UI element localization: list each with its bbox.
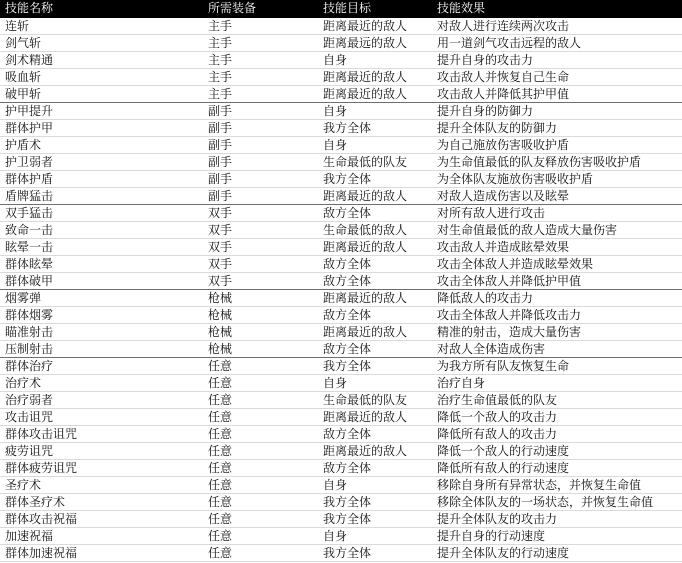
table-row <box>0 136 682 153</box>
skill-name-cell: 护盾术 <box>0 136 203 153</box>
equipment-cell: 枪械 <box>203 306 318 323</box>
target-cell: 距离最近的敌人 <box>318 238 432 255</box>
table-row <box>0 476 682 493</box>
effect-cell: 对敌人进行连续两次攻击 <box>432 17 682 34</box>
equipment-cell: 双手 <box>203 272 318 289</box>
equipment-cell: 主手 <box>203 85 318 102</box>
skill-name-cell: 群体眩晕 <box>0 255 203 272</box>
target-cell: 生命最低的队友 <box>318 391 432 408</box>
effect-cell: 提升自身的攻击力 <box>432 51 682 68</box>
table-row <box>0 204 682 221</box>
table-row <box>0 102 682 119</box>
skill-name-cell: 群体烟雾 <box>0 306 203 323</box>
equipment-cell: 任意 <box>203 391 318 408</box>
skill-name-cell: 护卫弱者 <box>0 153 203 170</box>
skill-name-cell: 加速祝福 <box>0 527 203 544</box>
target-cell: 敌方全体 <box>318 340 432 357</box>
table-row <box>0 85 682 102</box>
equipment-cell: 双手 <box>203 221 318 238</box>
target-cell: 距离最近的敌人 <box>318 17 432 34</box>
effect-cell: 提升自身的行动速度 <box>432 527 682 544</box>
table-row <box>0 493 682 510</box>
effect-cell: 用一道剑气攻击远程的敌人 <box>432 34 682 51</box>
effect-cell: 移除自身所有异常状态，并恢复生命值 <box>432 476 682 493</box>
target-cell: 我方全体 <box>318 357 432 374</box>
table-row <box>0 323 682 340</box>
table-row <box>0 51 682 68</box>
skill-name-cell: 致命一击 <box>0 221 203 238</box>
target-cell: 距离最远的敌人 <box>318 34 432 51</box>
target-cell: 敌方全体 <box>318 459 432 476</box>
table-row <box>0 255 682 272</box>
target-cell: 敌方全体 <box>318 425 432 442</box>
skill-name-cell: 护甲提升 <box>0 102 203 119</box>
table-row <box>0 306 682 323</box>
target-cell: 敌方全体 <box>318 306 432 323</box>
effect-cell: 提升自身的防御力 <box>432 102 682 119</box>
effect-cell: 提升全体队友的行动速度 <box>432 544 682 561</box>
target-cell: 敌方全体 <box>318 255 432 272</box>
skill-name-cell: 疲劳诅咒 <box>0 442 203 459</box>
table-body <box>0 17 682 561</box>
target-cell: 我方全体 <box>318 493 432 510</box>
equipment-cell: 任意 <box>203 493 318 510</box>
equipment-cell: 副手 <box>203 187 318 204</box>
effect-cell: 降低所有敌人的攻击力 <box>432 425 682 442</box>
equipment-cell: 任意 <box>203 459 318 476</box>
equipment-cell: 任意 <box>203 425 318 442</box>
header-skill-name: 技能名称 <box>0 0 203 17</box>
equipment-cell: 副手 <box>203 119 318 136</box>
equipment-cell: 枪械 <box>203 323 318 340</box>
equipment-cell: 副手 <box>203 153 318 170</box>
skill-name-cell: 烟雾弹 <box>0 289 203 306</box>
effect-cell: 为我方所有队友恢复生命 <box>432 357 682 374</box>
effect-cell: 对所有敌人进行攻击 <box>432 204 682 221</box>
table-row <box>0 442 682 459</box>
effect-cell: 攻击全体敌人并降低攻击力 <box>432 306 682 323</box>
skill-name-cell: 群体护盾 <box>0 170 203 187</box>
header-skill-effect: 技能效果 <box>432 0 682 17</box>
table-row <box>0 153 682 170</box>
skill-name-cell: 眩晕一击 <box>0 238 203 255</box>
target-cell: 自身 <box>318 136 432 153</box>
target-cell: 我方全体 <box>318 170 432 187</box>
equipment-cell: 双手 <box>203 255 318 272</box>
skill-name-cell: 攻击诅咒 <box>0 408 203 425</box>
equipment-cell: 主手 <box>203 34 318 51</box>
equipment-cell: 任意 <box>203 374 318 391</box>
target-cell: 距离最近的敌人 <box>318 187 432 204</box>
skill-name-cell: 治疗术 <box>0 374 203 391</box>
header-skill-target: 技能目标 <box>318 0 432 17</box>
target-cell: 生命最低的队友 <box>318 153 432 170</box>
skill-name-cell: 吸血斩 <box>0 68 203 85</box>
effect-cell: 攻击敌人并造成眩晕效果 <box>432 238 682 255</box>
effect-cell: 为生命值最低的队友释放伤害吸收护盾 <box>432 153 682 170</box>
skill-name-cell: 群体护甲 <box>0 119 203 136</box>
effect-cell: 降低所有敌人的行动速度 <box>432 459 682 476</box>
equipment-cell: 副手 <box>203 102 318 119</box>
target-cell: 距离最近的敌人 <box>318 323 432 340</box>
table-row <box>0 527 682 544</box>
table-row <box>0 340 682 357</box>
skill-name-cell: 破甲斩 <box>0 85 203 102</box>
table-row <box>0 510 682 527</box>
table-row <box>0 272 682 289</box>
effect-cell: 提升全体队友的防御力 <box>432 119 682 136</box>
effect-cell: 治疗自身 <box>432 374 682 391</box>
table-row <box>0 391 682 408</box>
skill-name-cell: 盾牌猛击 <box>0 187 203 204</box>
table-row <box>0 425 682 442</box>
skill-name-cell: 连斩 <box>0 17 203 34</box>
table-row <box>0 221 682 238</box>
equipment-cell: 副手 <box>203 136 318 153</box>
skill-name-cell: 群体加速祝福 <box>0 544 203 561</box>
skill-name-cell: 剑术精通 <box>0 51 203 68</box>
equipment-cell: 任意 <box>203 408 318 425</box>
equipment-cell: 枪械 <box>203 289 318 306</box>
equipment-cell: 副手 <box>203 170 318 187</box>
effect-cell: 攻击敌人并恢复自己生命 <box>432 68 682 85</box>
target-cell: 我方全体 <box>318 544 432 561</box>
table-row <box>0 187 682 204</box>
target-cell: 距离最近的敌人 <box>318 68 432 85</box>
equipment-cell: 主手 <box>203 68 318 85</box>
skill-name-cell: 圣疗术 <box>0 476 203 493</box>
table-row <box>0 408 682 425</box>
header-row <box>0 0 682 17</box>
table-row <box>0 544 682 561</box>
skill-name-cell: 群体治疗 <box>0 357 203 374</box>
effect-cell: 对生命值最低的敌人造成大量伤害 <box>432 221 682 238</box>
table-row <box>0 170 682 187</box>
table-row <box>0 459 682 476</box>
effect-cell: 降低敌人的攻击力 <box>432 289 682 306</box>
equipment-cell: 任意 <box>203 476 318 493</box>
skill-name-cell: 压制射击 <box>0 340 203 357</box>
effect-cell: 提升全体队友的攻击力 <box>432 510 682 527</box>
table-row <box>0 289 682 306</box>
skill-name-cell: 群体破甲 <box>0 272 203 289</box>
skill-name-cell: 双手猛击 <box>0 204 203 221</box>
effect-cell: 对敌人全体造成伤害 <box>432 340 682 357</box>
target-cell: 自身 <box>318 102 432 119</box>
table-row <box>0 238 682 255</box>
target-cell: 生命最低的敌人 <box>318 221 432 238</box>
equipment-cell: 任意 <box>203 510 318 527</box>
equipment-cell: 双手 <box>203 204 318 221</box>
effect-cell: 为自己施放伤害吸收护盾 <box>432 136 682 153</box>
table-row <box>0 17 682 34</box>
target-cell: 自身 <box>318 51 432 68</box>
table-header <box>0 0 682 17</box>
equipment-cell: 任意 <box>203 527 318 544</box>
skill-name-cell: 群体攻击诅咒 <box>0 425 203 442</box>
equipment-cell: 任意 <box>203 357 318 374</box>
target-cell: 自身 <box>318 374 432 391</box>
effect-cell: 精准的射击，造成大量伤害 <box>432 323 682 340</box>
table-row <box>0 34 682 51</box>
effect-cell: 移除全体队友的一场状态，并恢复生命值 <box>432 493 682 510</box>
skill-name-cell: 剑气斩 <box>0 34 203 51</box>
skill-name-cell: 治疗弱者 <box>0 391 203 408</box>
effect-cell: 降低一个敌人的行动速度 <box>432 442 682 459</box>
equipment-cell: 任意 <box>203 442 318 459</box>
skill-name-cell: 群体疲劳诅咒 <box>0 459 203 476</box>
skill-name-cell: 瞄准射击 <box>0 323 203 340</box>
effect-cell: 对敌人造成伤害以及眩晕 <box>432 187 682 204</box>
target-cell: 距离最近的敌人 <box>318 442 432 459</box>
table-row <box>0 119 682 136</box>
target-cell: 自身 <box>318 527 432 544</box>
target-cell: 敌方全体 <box>318 272 432 289</box>
effect-cell: 攻击全体敌人并降低护甲值 <box>432 272 682 289</box>
equipment-cell: 主手 <box>203 51 318 68</box>
table-row <box>0 374 682 391</box>
table-row <box>0 357 682 374</box>
effect-cell: 攻击全体敌人并造成眩晕效果 <box>432 255 682 272</box>
target-cell: 距离最近的敌人 <box>318 85 432 102</box>
effect-cell: 降低一个敌人的攻击力 <box>432 408 682 425</box>
equipment-cell: 枪械 <box>203 340 318 357</box>
effect-cell: 治疗生命值最低的队友 <box>432 391 682 408</box>
target-cell: 我方全体 <box>318 119 432 136</box>
skill-name-cell: 群体圣疗术 <box>0 493 203 510</box>
skill-name-cell: 群体攻击祝福 <box>0 510 203 527</box>
effect-cell: 为全体队友施放伤害吸收护盾 <box>432 170 682 187</box>
target-cell: 我方全体 <box>318 510 432 527</box>
target-cell: 距离最近的敌人 <box>318 289 432 306</box>
equipment-cell: 双手 <box>203 238 318 255</box>
header-required-equipment: 所需装备 <box>203 0 318 17</box>
target-cell: 自身 <box>318 476 432 493</box>
target-cell: 敌方全体 <box>318 204 432 221</box>
table-row <box>0 68 682 85</box>
target-cell: 距离最近的敌人 <box>318 408 432 425</box>
equipment-cell: 主手 <box>203 17 318 34</box>
effect-cell: 攻击敌人并降低其护甲值 <box>432 85 682 102</box>
equipment-cell: 任意 <box>203 544 318 561</box>
